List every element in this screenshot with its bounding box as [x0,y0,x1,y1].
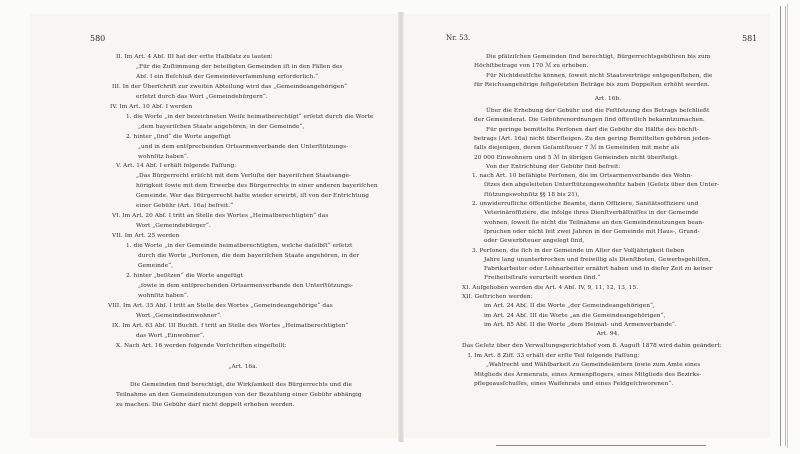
text-line: für Reichsangehörige feſtgeſetzten Beträge bis zum Doppelten erhöht werden. [474,81,710,88]
text-line: im Art. 24 Abſ. III die Worte „an die Gemeindeangehörigen“, [484,312,666,319]
text-line: 1. nach Art. 10 befähigte Perſonen, die im Ortsarmenverbande des Wohn- [472,173,693,180]
text-line: einer Gebühr (Art. 16a) befreit.“ [136,203,234,210]
text-line: der Gemeinderat. Die Gebührenordnungen ſind öffentlich bekanntzumachen. [474,117,705,124]
text-line: ſpruchen oder nicht ſeit zwei Jahren in der Gemeinde mit Haus-, Grund- [484,228,700,235]
text-line: 2. hinter „beſitzen“ die Worte angefügt [126,272,244,279]
text-line: „Für die Zuſtimmung der beteiligten Gemeinden iſt in den Fällen des [136,63,343,70]
text-line: wohnſitz haben“. [138,292,189,299]
text-line: I. Im Art. 8 Ziff. 33 erhält der erſte Teil folgende Faſſung: [468,352,640,359]
text-line: das Wort „Einwohner“. [136,332,205,339]
text-line: X. Nach Art. 16 werden folgende Vorſchriften eingeſtellt: [116,342,287,349]
page-edge-outer [787,4,790,448]
text-line: 1. die Worte „in der Gemeinde heimatberechtigten, welche daſelbſt“ erſetzt [126,243,353,250]
text-line: „ſowie in dem entſprechenden Ortsarmenverbande den Unterſtützungs- [138,282,353,289]
right-page-number: 581 [742,34,758,43]
text-line: erſetzt durch das Wort „Gemeindebürgern“. [136,93,268,100]
text-line: Wort „Gemeindeeinwohner“. [136,312,222,319]
text-line: Gemeinde. Wer das Bürgerrecht hatte wieder erwirbt, iſt von der Entrichtung [136,193,370,200]
text-line: wohnen, ſoweit ſie nicht die Teilnahme an den Gemeindenutzungen bean- [484,219,705,226]
footer-rule [496,445,706,446]
text-line: „und in dem entſprechenden Ortsarmenverbande den Unterſtützungs- [138,143,349,150]
text-line: Höchſtbetrage von 170 ℳ zu erheben. [474,63,589,70]
article-94-title: Art. 94. [596,331,620,337]
text-line: „dem bayeriſchen Staate angehören, in der Gemeinde“, [138,123,305,130]
article-16a-title: „Art. 16a. [228,364,258,370]
text-line: 2. unwiderrufliche öffentliche Beamte, dann Offiziere, Sanitätsoffiziere und [472,201,699,207]
text-line: VIII. Im Art. 35 Abſ. I tritt an Stelle des Wortes „Gemeindeangehörige“ das [108,302,333,309]
text-line: Für geringe bemittelte Perſonen darf die Gebühr die Hälfte des höchſt- [486,126,699,133]
text-line: Gemeinde“, [138,262,174,269]
left-closing-line: zu machen. Die Gebühr darf nicht doppelt erhoben werden. [116,402,295,408]
book-gutter [398,12,404,442]
text-line: betrags (Art. 16a) nicht überſteigen. Zu den gering Bemittelten gehören jeden- [474,135,711,142]
text-line: Freiheitsſtrafe verurteilt worden ſind.“ [484,275,601,282]
text-line: 1. die Worte „in der bezeichneten Weiſe heimatberechtigt“ erſetzt durch die Worte [126,113,374,120]
text-line: Mitglieds des Armenrats, eines Armenpflegers, eines Mitglieds des Bezirks- [474,371,702,378]
text-line: XI. Aufgehoben werden die Art. 4 Abſ. IV, 9, 11, 12, 13, 15. [462,284,639,291]
text-line: IV. Im Art. 10 Abſ. I werden [110,103,193,110]
article-16b-title: Art. 16b. [594,96,622,102]
text-line: 3. Perſonen, die ſich in der Gemeinde im Alter der Volljährigkeit ſieben [472,247,685,254]
text-line: IX. Im Art. 63 Abſ. III Buchſt. f tritt an Stelle des Wortes „Heimatberechtigten“ [112,322,349,329]
text-line: wohnſitz haben“. [138,153,189,160]
text-line: oder Gewerbſteuer angelegt ſind, [484,238,585,245]
text-line: Von der Entrichtung der Gebühr ſind befreit: [486,163,621,170]
text-line: 2. hinter „ſind“ die Worte angefügt [126,133,231,140]
page-edge [780,6,786,446]
text-line: Fabrikarbeiter oder Lohnarbeiter ernährt haben und in dieſer Zeit zu keiner [484,266,713,273]
left-closing-line: Die Gemeinden ſind berechtigt, die Wirkſamkeit des Bürgerrechts und die [130,382,353,388]
text-line: Für Nichtdeutſche können, ſoweit nicht Staatsverträge entgegenſtehen, die [486,72,713,79]
text-line: „Das Bürgerrecht erliſcht mit dem Verluſte der bayeriſchen Staatsange- [136,173,352,180]
text-line: V. Art. 14 Abſ. I erhält folgende Faſſung: [116,163,237,170]
text-line: II. Im Art. 4 Abſ. III hat der erſte Halbſatz zu lauten: [116,54,273,60]
text-line: Über die Erhebung der Gebühr und die Feſtſetzung des Betrags beſchließt [486,108,710,114]
text-line: falls diejenigen, deren Geſamtſteuer 7 ℳ in Gemeinden mit mehr als [474,145,680,152]
text-line: durch die Worte „Perſonen, die dem bayeriſchen Staate angehören, in der [138,253,360,259]
text-line: Wort „Gemeindebürger“. [136,223,211,230]
right-header-number: Nr. 53. [446,34,471,42]
text-line: 20 000 Einwohnern und 5 ℳ in übrigen Gemeinden nicht überſteigt. [474,154,679,161]
text-line: Veterinäroffiziere, die infolge ihres Dienſtverhältniſſes in der Gemeinde [484,210,699,217]
text-line: pflegeausſchuſſes, eines Waiſenrats und eines Feldgeſchworenen“. [474,381,674,388]
text-line: Jahre lang ununterbrochen und freiwillig als Dienſtboten, Gewerbsgehilfen, [484,256,711,263]
text-line: III. In der Überſchrift zur zweiten Abteilung wird das „Gemeindeangehörigen“ [112,83,348,90]
text-line: ſtützungswohnſitz §§ 18 bis 21), [484,191,580,198]
text-line: im Art. 85 Abſ. II die Worte „dem Heimat- und Armenverbande“. [484,321,677,328]
text-line: hörigkeit ſowie mit dem Erwerbe des Bürgerrechts in einer anderen bayeriſchen [136,183,378,190]
text-line: Abſ. I ein Beſchluß der Gemeindeverſammlung erforderlich.“ [136,73,319,80]
text-line: XII. Geſtrichen werden: [462,294,533,300]
text-line: VI. Im Art. 20 Abſ. I tritt an Stelle des Wortes „Heimatberechtigten“ das [112,213,329,220]
left-page-number: 580 [90,34,106,43]
text-line: „Wahlrecht und Wählbarkeit zu Gemeindeämtern ſowie zum Amte eines [486,362,701,369]
text-line: im Art. 24 Abſ. II die Worte „der Gemeindeangehörigen“, [484,303,655,310]
text-line: Die pfälziſchen Gemeinden ſind berechtigt, Bürgerrechtsgebühren bis zum [486,54,711,60]
text-line: VII. Im Art. 25 werden [112,233,180,240]
text-line: ſitzes den abgeleiteten Unterſtützungswohnſitz haben (Geſetz über den Unter- [484,182,720,189]
left-closing-line: Teilnahme an den Gemeindenutzungen von der Bezahlung einer Gebühr abhängig [116,392,362,398]
text-line: Das Geſetz über den Verwaltungsgerichtshof vom 8. Auguſt 1878 wird dahin geändert: [462,343,722,349]
